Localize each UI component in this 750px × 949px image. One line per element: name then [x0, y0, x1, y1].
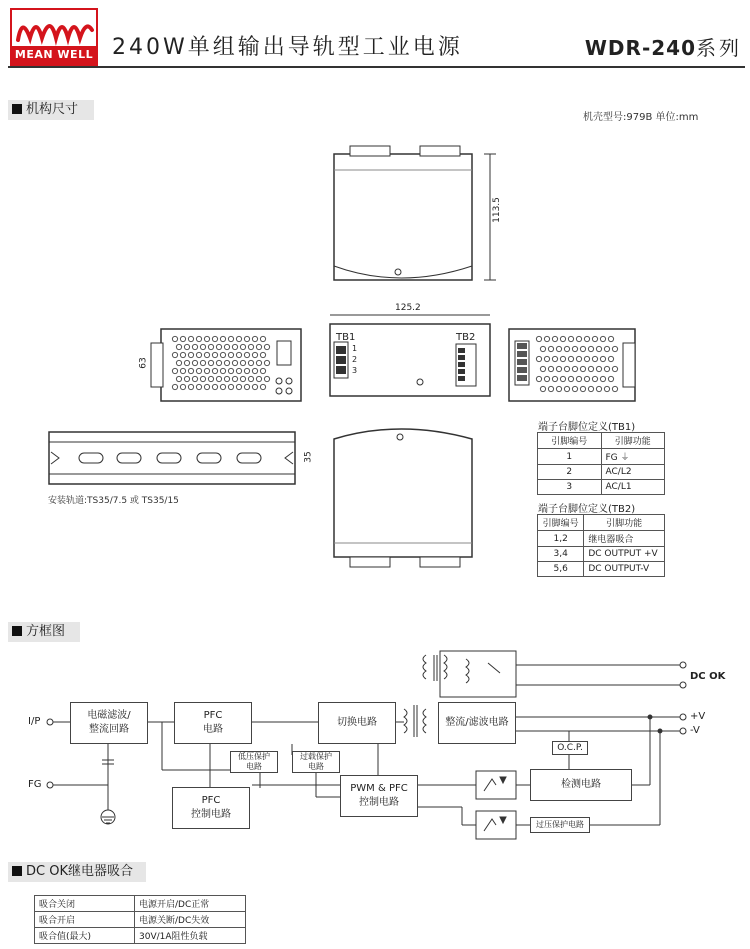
series-suffix: 系列 — [696, 36, 742, 60]
switch-block: 切换电路 — [318, 702, 396, 744]
rectifier-block: 整流/滤波电路 — [438, 702, 516, 744]
relay-row-3-state: 吸合值(最大) — [35, 928, 135, 944]
ocp-block: O.C.P. — [552, 741, 588, 755]
tb1-row-3-func: AC/L1 — [601, 480, 665, 495]
mean-well-logo — [10, 8, 98, 66]
tb1-table-title: 端子台脚位定义(TB1) — [538, 422, 636, 433]
relay-row-1-state: 吸合关闭 — [35, 896, 135, 912]
section-dcok-relay — [8, 862, 146, 882]
bottom-view-drawing — [320, 425, 485, 575]
tb2-row-3-func: DC OUTPUT-V — [584, 562, 665, 577]
tb1-header-func: 引脚功能 — [601, 433, 665, 449]
series-label — [585, 32, 742, 61]
tb1-row-1-func: FG ⏚ — [601, 449, 665, 465]
vplus-label: +V — [690, 711, 706, 722]
tb2-header-func: 引脚功能 — [584, 515, 665, 531]
section-title-block: 方框图 — [26, 624, 66, 639]
otp-block: 过载保护 电路 — [292, 751, 340, 773]
tb2-label: TB2 — [456, 332, 476, 343]
tb2-row-2-func: DC OUTPUT +V — [584, 547, 665, 562]
ovp-block: 过压保护电路 — [530, 817, 590, 833]
tb1-pin-2: 2 — [352, 355, 358, 364]
tb2-table — [537, 514, 665, 577]
fg-label: FG — [28, 779, 42, 790]
vminus-label: -V — [690, 725, 700, 736]
brand-name: MEAN WELL — [12, 46, 96, 64]
tb2-header-pin: 引脚编号 — [538, 515, 584, 531]
square-bullet-icon — [12, 104, 22, 114]
tb1-table — [537, 432, 665, 495]
section-title-relay: DC OK继电器吸合 — [26, 864, 133, 879]
dcok-label: DC OK — [690, 671, 726, 682]
tb2-table-title: 端子台脚位定义(TB2) — [538, 504, 636, 515]
mw-logo-mark — [12, 10, 96, 46]
tb1-row-1-pin: 1 — [538, 449, 602, 465]
left-side-view — [145, 325, 305, 405]
terminal-view-drawing — [320, 318, 500, 403]
detect-block: 检测电路 — [530, 769, 632, 801]
pfc-block: PFC 电路 — [174, 702, 252, 744]
tb1-row-3-pin: 3 — [538, 480, 602, 495]
tb1-pin-3: 3 — [352, 366, 358, 375]
tb2-row-1-func: 继电器吸合 — [584, 531, 665, 547]
dim-height: 113.5 — [491, 197, 502, 223]
tb1-header-pin: 引脚编号 — [538, 433, 602, 449]
relay-row-1-desc: 电源开启/DC正常 — [135, 896, 246, 912]
tb1-row-2-func: AC/L2 — [601, 465, 665, 480]
relay-row-3-desc: 30V/1A阻性负载 — [135, 928, 246, 944]
page-title: 240W单组输出导轨型工业电源 — [112, 35, 463, 60]
case-note: 机壳型号:979B 单位:mm — [583, 112, 699, 123]
section-block-diagram — [8, 622, 80, 642]
section-title-mechanical: 机构尺寸 — [26, 102, 79, 117]
dim-rail: 35 — [303, 451, 314, 463]
tb1-row-2-pin: 2 — [538, 465, 602, 480]
tb2-row-2-pin: 3,4 — [538, 547, 584, 562]
square-bullet-icon — [12, 866, 22, 876]
series-model: WDR-240 — [584, 36, 696, 60]
dim-width: 125.2 — [395, 303, 421, 313]
relay-table — [34, 895, 246, 944]
dim-depth: 63 — [138, 357, 149, 369]
rail-note: 安装轨道:TS35/7.5 或 TS35/15 — [48, 496, 179, 506]
ip-label: I/P — [28, 716, 41, 727]
section-mechanical — [8, 100, 94, 120]
din-rail-drawing — [45, 428, 305, 488]
uvp-block: 低压保护 电路 — [230, 751, 278, 773]
relay-row-2-desc: 电源关断/DC失效 — [135, 912, 246, 928]
pfc-ctrl-block: PFC 控制电路 — [172, 787, 250, 829]
pwm-pfc-block: PWM & PFC 控制电路 — [340, 775, 418, 817]
tb2-row-1-pin: 1,2 — [538, 531, 584, 547]
tb1-pin-1: 1 — [352, 344, 358, 353]
tb1-label: TB1 — [336, 332, 356, 343]
right-side-view — [505, 325, 640, 405]
tb2-row-3-pin: 5,6 — [538, 562, 584, 577]
header-divider — [8, 66, 745, 68]
square-bullet-icon — [12, 626, 22, 636]
emi-block: 电磁滤波/ 整流回路 — [70, 702, 148, 744]
front-view-drawing — [320, 140, 510, 290]
relay-row-2-state: 吸合开启 — [35, 912, 135, 928]
